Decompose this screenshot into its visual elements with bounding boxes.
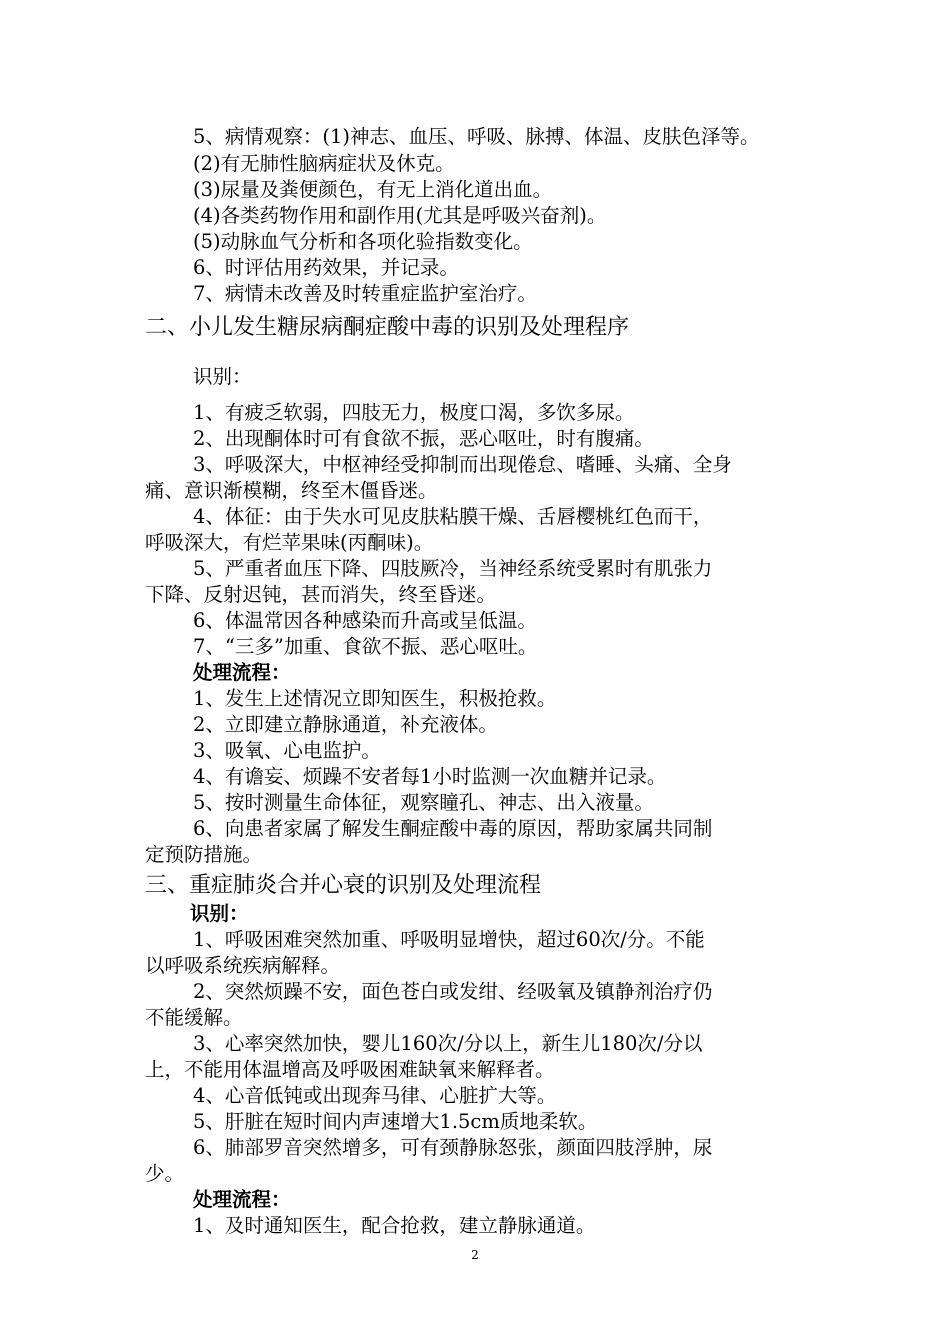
observation-item-5: 5、病情观察：(1)神志、血压、呼吸、脉搏、体温、皮肤色泽等。 <box>193 125 760 148</box>
list-item-continuation: 少。 <box>145 1162 185 1185</box>
list-item: 6、向患者家属了解发生酮症酸中毒的原因，帮助家属共同制 <box>193 817 713 840</box>
list-item: 1、发生上述情况立即知医生，积极抢救。 <box>193 687 557 710</box>
list-item-continuation: 下降、反射迟钝，甚而消失，终至昏迷。 <box>145 583 497 606</box>
list-item-continuation: 定预防措施。 <box>145 843 263 866</box>
list-item: 5、严重者血压下降、四肢厥冷，当神经系统受累时有肌张力 <box>193 557 713 580</box>
process-label: 处理流程： <box>193 1188 291 1211</box>
observation-subitem-4: (4)各类药物作用和副作用(尤其是呼吸兴奋剂)。 <box>193 204 607 227</box>
page-number: 2 <box>471 1248 479 1262</box>
list-item: 7、“三多”加重、食欲不振、恶心呕吐。 <box>193 635 538 658</box>
list-item: 4、体征：由于失水可见皮肤粘膜干燥、舌唇樱桃红色而干， <box>193 505 713 528</box>
list-item: 3、呼吸深大，中枢神经受抑制而出现倦怠、嗜睡、头痛、全身 <box>193 453 732 476</box>
identify-label: 识别： <box>193 365 252 388</box>
observation-subitem-2: (2)有无肺性脑病症状及休克。 <box>193 152 455 175</box>
list-item: 5、按时测量生命体征，观察瞳孔、神志、出入液量。 <box>193 791 654 814</box>
identify-label: 识别： <box>190 902 249 925</box>
process-label: 处理流程： <box>193 661 291 684</box>
list-item: 1、有疲乏软弱，四肢无力，极度口渴，多饮多尿。 <box>193 401 635 424</box>
list-item-continuation: 痛、意识渐模糊，终至木僵昏迷。 <box>145 479 438 502</box>
observation-subitem-5: (5)动脉血气分析和各项化验指数变化。 <box>193 230 533 253</box>
list-item: 4、有谵妄、烦躁不安者每1小时监测一次血糖并记录。 <box>193 765 667 788</box>
list-item: 3、心率突然加快，婴儿160次/分以上，新生儿180次/分以 <box>193 1032 703 1055</box>
list-item: 4、心音低钝或出现奔马律、心脏扩大等。 <box>193 1084 557 1107</box>
list-item: 7、病情未改善及时转重症监护室治疗。 <box>193 282 537 305</box>
list-item: 3、吸氧、心电监护。 <box>193 739 381 762</box>
list-item: 1、及时通知医生，配合抢救，建立静脉通道。 <box>193 1214 596 1237</box>
list-item-continuation: 上，不能用体温增高及呼吸困难缺氧来解释者。 <box>145 1058 555 1081</box>
list-item: 2、突然烦躁不安，面色苍白或发绀、经吸氧及镇静剂治疗仍 <box>193 980 713 1003</box>
list-item-continuation: 呼吸深大，有烂苹果味(丙酮味)。 <box>145 531 434 554</box>
section-heading-severe-pneumonia-heart-failure: 三、重症肺炎合并心衰的识别及处理流程 <box>145 873 542 898</box>
list-item: 2、出现酮体时可有食欲不振，恶心呕吐，时有腹痛。 <box>193 427 654 450</box>
list-item-continuation: 以呼吸系统疾病解释。 <box>145 954 341 977</box>
list-item-continuation: 不能缓解。 <box>145 1006 243 1029</box>
list-item: 6、体温常因各种感染而升高或呈低温。 <box>193 609 537 632</box>
list-item: 1、呼吸困难突然加重、呼吸明显增快，超过60次/分。不能 <box>193 928 705 951</box>
list-item: 5、肝脏在短时间内声速增大1.5cm质地柔软。 <box>193 1110 598 1133</box>
section-heading-diabetic-ketoacidosis: 二、小儿发生糖尿病酮症酸中毒的识别及处理程序 <box>145 315 630 340</box>
list-item: 6、时评估用药效果，并记录。 <box>193 256 459 279</box>
list-item: 6、肺部罗音突然增多，可有颈静脉怒张，颜面四肢浮肿，尿 <box>193 1136 713 1159</box>
list-item: 2、立即建立静脉通道，补充液体。 <box>193 713 498 736</box>
observation-subitem-3: (3)尿量及粪便颜色，有无上消化道出血。 <box>193 178 553 201</box>
